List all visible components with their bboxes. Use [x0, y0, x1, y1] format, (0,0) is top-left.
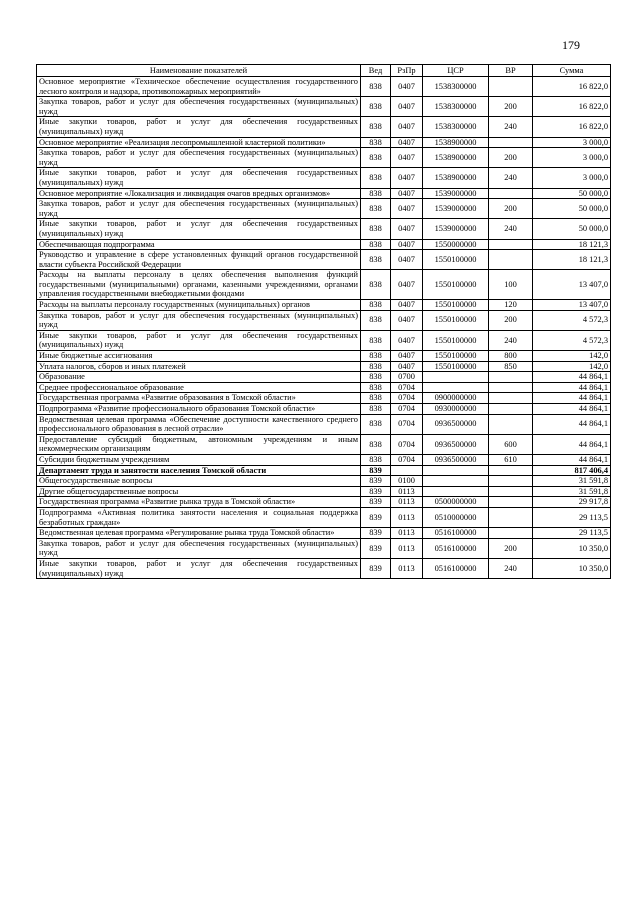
- table-row: [37, 330, 611, 350]
- cell-sum: 10 350,0: [533, 538, 611, 558]
- cell-sum: 50 000,0: [533, 219, 611, 239]
- cell-ved: 838: [361, 148, 391, 168]
- cell-sum: 18 121,3: [533, 250, 611, 270]
- cell-sum: 4 572,3: [533, 310, 611, 330]
- table-row: [37, 476, 611, 487]
- cell-csr: 1550100000: [423, 310, 489, 330]
- cell-csr: 1550100000: [423, 250, 489, 270]
- cell-rzpr: 0407: [391, 188, 423, 199]
- table-row: [37, 97, 611, 117]
- cell-sum: 44 864,1: [533, 454, 611, 465]
- cell-vr: [489, 465, 533, 476]
- cell-rzpr: 0113: [391, 486, 423, 497]
- cell-ved: 838: [361, 404, 391, 415]
- cell-sum: 44 864,1: [533, 393, 611, 404]
- cell-csr: 1550000000: [423, 239, 489, 250]
- cell-ved: 838: [361, 168, 391, 188]
- cell-ved: 838: [361, 372, 391, 383]
- cell-ved: 838: [361, 137, 391, 148]
- cell-ved: 838: [361, 351, 391, 362]
- cell-vr: 600: [489, 434, 533, 454]
- table-header-row: [37, 65, 611, 77]
- cell-ved: 839: [361, 538, 391, 558]
- cell-ved: 838: [361, 117, 391, 137]
- cell-sum: 13 407,0: [533, 270, 611, 300]
- cell-vr: [489, 414, 533, 434]
- cell-vr: 240: [489, 117, 533, 137]
- cell-rzpr: 0113: [391, 497, 423, 508]
- cell-sum: 29 917,8: [533, 497, 611, 508]
- table-row: [37, 404, 611, 415]
- table-row: [37, 558, 611, 578]
- cell-ved: 839: [361, 486, 391, 497]
- cell-rzpr: 0704: [391, 404, 423, 415]
- cell-rzpr: 0407: [391, 77, 423, 97]
- cell-sum: 44 864,1: [533, 414, 611, 434]
- cell-rzpr: 0704: [391, 382, 423, 393]
- cell-ved: 838: [361, 434, 391, 454]
- cell-vr: 850: [489, 361, 533, 372]
- table-row: [37, 538, 611, 558]
- table-row: [37, 382, 611, 393]
- header-rzpr: РзПр: [391, 65, 423, 77]
- table-row: [37, 434, 611, 454]
- table-row: [37, 168, 611, 188]
- cell-ved: 838: [361, 219, 391, 239]
- cell-sum: 44 864,1: [533, 434, 611, 454]
- cell-csr: [423, 382, 489, 393]
- cell-name: Уплата налогов, сборов и иных платежей: [37, 361, 361, 372]
- cell-sum: 16 822,0: [533, 117, 611, 137]
- cell-ved: 839: [361, 476, 391, 487]
- header-vr: ВР: [489, 65, 533, 77]
- cell-name: Иные закупки товаров, работ и услуг для обеспечения государственных (муниципальных) нужд: [37, 117, 361, 137]
- cell-vr: 120: [489, 300, 533, 311]
- cell-name: Расходы на выплаты персоналу в целях обеспечения выполнения функций государственными (муниципальными) органами, казенными учреждениями, органами управления государственными внебюджетными фондами: [37, 270, 361, 300]
- table-row: [37, 300, 611, 311]
- cell-rzpr: 0407: [391, 270, 423, 300]
- cell-name: Ведомственная целевая программа «Регулирование рынка труда Томской области»: [37, 528, 361, 539]
- cell-name: Закупка товаров, работ и услуг для обеспечения государственных (муниципальных) нужд: [37, 148, 361, 168]
- cell-sum: 16 822,0: [533, 97, 611, 117]
- cell-csr: 1538300000: [423, 77, 489, 97]
- cell-name: Закупка товаров, работ и услуг для обеспечения государственных (муниципальных) нужд: [37, 97, 361, 117]
- cell-vr: [489, 382, 533, 393]
- cell-vr: 800: [489, 351, 533, 362]
- cell-rzpr: 0704: [391, 414, 423, 434]
- cell-vr: [489, 476, 533, 487]
- cell-csr: 0930000000: [423, 404, 489, 415]
- cell-csr: [423, 476, 489, 487]
- cell-sum: 3 000,0: [533, 168, 611, 188]
- cell-csr: [423, 486, 489, 497]
- cell-sum: 44 864,1: [533, 382, 611, 393]
- cell-name: Государственная программа «Развитие образования в Томской области»: [37, 393, 361, 404]
- cell-csr: 0516100000: [423, 538, 489, 558]
- cell-sum: 29 113,5: [533, 528, 611, 539]
- cell-vr: 610: [489, 454, 533, 465]
- cell-csr: 1538900000: [423, 137, 489, 148]
- cell-sum: 4 572,3: [533, 330, 611, 350]
- cell-ved: 838: [361, 188, 391, 199]
- header-sum: Сумма: [533, 65, 611, 77]
- cell-vr: [489, 486, 533, 497]
- cell-ved: 838: [361, 330, 391, 350]
- budget-table: [36, 64, 611, 579]
- cell-csr: 1539000000: [423, 199, 489, 219]
- page-number: 179: [562, 38, 580, 52]
- cell-name: Закупка товаров, работ и услуг для обеспечения государственных (муниципальных) нужд: [37, 310, 361, 330]
- cell-ved: 839: [361, 497, 391, 508]
- cell-csr: 1550100000: [423, 351, 489, 362]
- cell-name: Иные бюджетные ассигнования: [37, 351, 361, 362]
- cell-csr: 1550100000: [423, 330, 489, 350]
- table-row: [37, 219, 611, 239]
- cell-name: Основное мероприятие «Локализация и ликвидация очагов вредных организмов»: [37, 188, 361, 199]
- cell-sum: 31 591,8: [533, 486, 611, 497]
- cell-vr: [489, 77, 533, 97]
- cell-vr: 200: [489, 199, 533, 219]
- cell-name: Предоставление субсидий бюджетным, автономным учреждениям и иным некоммерческим организациям: [37, 434, 361, 454]
- cell-csr: [423, 372, 489, 383]
- cell-csr: 0510000000: [423, 507, 489, 527]
- cell-ved: 838: [361, 300, 391, 311]
- table-row: [37, 77, 611, 97]
- table-row: [37, 250, 611, 270]
- cell-name: Общегосударственные вопросы: [37, 476, 361, 487]
- cell-csr: 0936500000: [423, 454, 489, 465]
- cell-rzpr: 0704: [391, 393, 423, 404]
- cell-name: Ведомственная целевая программа «Обеспечение доступности качественного среднего профессионального образования в лесной отрасли»: [37, 414, 361, 434]
- cell-csr: 1538900000: [423, 168, 489, 188]
- table-row: [37, 239, 611, 250]
- cell-csr: 0900000000: [423, 393, 489, 404]
- cell-name: Закупка товаров, работ и услуг для обеспечения государственных (муниципальных) нужд: [37, 199, 361, 219]
- cell-name: Иные закупки товаров, работ и услуг для обеспечения государственных (муниципальных) нужд: [37, 330, 361, 350]
- cell-vr: [489, 393, 533, 404]
- cell-ved: 838: [361, 310, 391, 330]
- table-row: [37, 148, 611, 168]
- table-row: [37, 361, 611, 372]
- cell-rzpr: 0407: [391, 199, 423, 219]
- cell-csr: 1538300000: [423, 97, 489, 117]
- cell-sum: 44 864,1: [533, 372, 611, 383]
- table-body: [37, 77, 611, 579]
- table-row: [37, 372, 611, 383]
- cell-vr: 200: [489, 310, 533, 330]
- table-row: [37, 310, 611, 330]
- cell-name: Субсидии бюджетным учреждениям: [37, 454, 361, 465]
- cell-name: Иные закупки товаров, работ и услуг для обеспечения государственных (муниципальных) нужд: [37, 558, 361, 578]
- cell-ved: 838: [361, 250, 391, 270]
- table-row: [37, 497, 611, 508]
- cell-rzpr: 0407: [391, 97, 423, 117]
- cell-sum: 13 407,0: [533, 300, 611, 311]
- cell-ved: 839: [361, 528, 391, 539]
- cell-name: Среднее профессиональное образование: [37, 382, 361, 393]
- cell-ved: 838: [361, 361, 391, 372]
- cell-csr: 1538300000: [423, 117, 489, 137]
- cell-name: Подпрограмма «Развитие профессионального образования Томской области»: [37, 404, 361, 415]
- cell-ved: 838: [361, 382, 391, 393]
- table-row: [37, 454, 611, 465]
- cell-rzpr: 0407: [391, 250, 423, 270]
- cell-ved: 838: [361, 393, 391, 404]
- cell-name: Закупка товаров, работ и услуг для обеспечения государственных (муниципальных) нужд: [37, 538, 361, 558]
- cell-rzpr: 0113: [391, 538, 423, 558]
- cell-name: Другие общегосударственные вопросы: [37, 486, 361, 497]
- cell-vr: 240: [489, 330, 533, 350]
- cell-name: Обеспечивающая подпрограмма: [37, 239, 361, 250]
- table-row: [37, 270, 611, 300]
- cell-ved: 839: [361, 507, 391, 527]
- cell-rzpr: [391, 465, 423, 476]
- cell-sum: 18 121,3: [533, 239, 611, 250]
- cell-name: Руководство и управление в сфере установленных функций органов государственной власти субъекта Российской Федерации: [37, 250, 361, 270]
- cell-csr: 0936500000: [423, 434, 489, 454]
- cell-vr: [489, 528, 533, 539]
- table-row: [37, 414, 611, 434]
- table-row: [37, 393, 611, 404]
- cell-csr: 0516100000: [423, 528, 489, 539]
- cell-name: Расходы на выплаты персоналу государственных (муниципальных) органов: [37, 300, 361, 311]
- cell-rzpr: 0407: [391, 117, 423, 137]
- table-row: [37, 486, 611, 497]
- cell-vr: 100: [489, 270, 533, 300]
- cell-name: Иные закупки товаров, работ и услуг для обеспечения государственных (муниципальных) нужд: [37, 219, 361, 239]
- cell-vr: 240: [489, 558, 533, 578]
- cell-sum: 44 864,1: [533, 404, 611, 415]
- cell-rzpr: 0407: [391, 219, 423, 239]
- cell-csr: 1539000000: [423, 219, 489, 239]
- cell-csr: 0936500000: [423, 414, 489, 434]
- cell-rzpr: 0407: [391, 239, 423, 250]
- cell-csr: 1550100000: [423, 300, 489, 311]
- cell-name: Основное мероприятие «Техническое обеспечение осуществления государственного лесного контроля и надзора, противопожарных мероприятий»: [37, 77, 361, 97]
- table-row: [37, 137, 611, 148]
- cell-name: Департамент труда и занятости населения Томской области: [37, 465, 361, 476]
- cell-sum: 10 350,0: [533, 558, 611, 578]
- cell-name: Образование: [37, 372, 361, 383]
- cell-csr: 0516100000: [423, 558, 489, 578]
- cell-vr: 240: [489, 219, 533, 239]
- table-row: [37, 188, 611, 199]
- table-row: [37, 351, 611, 362]
- cell-csr: 1539000000: [423, 188, 489, 199]
- cell-ved: 839: [361, 465, 391, 476]
- cell-name: Государственная программа «Развитие рынка труда в Томской области»: [37, 497, 361, 508]
- cell-sum: 3 000,0: [533, 137, 611, 148]
- cell-csr: 1550100000: [423, 270, 489, 300]
- table-row: [37, 465, 611, 476]
- cell-vr: 240: [489, 168, 533, 188]
- cell-rzpr: 0407: [391, 351, 423, 362]
- table-row: [37, 528, 611, 539]
- header-csr: ЦСР: [423, 65, 489, 77]
- cell-rzpr: 0407: [391, 330, 423, 350]
- cell-sum: 31 591,8: [533, 476, 611, 487]
- cell-csr: 1538900000: [423, 148, 489, 168]
- cell-rzpr: 0704: [391, 454, 423, 465]
- cell-ved: 838: [361, 454, 391, 465]
- cell-rzpr: 0113: [391, 528, 423, 539]
- cell-vr: [489, 188, 533, 199]
- cell-vr: [489, 507, 533, 527]
- cell-sum: 50 000,0: [533, 188, 611, 199]
- cell-vr: [489, 250, 533, 270]
- cell-ved: 838: [361, 239, 391, 250]
- cell-sum: 817 406,4: [533, 465, 611, 476]
- cell-rzpr: 0407: [391, 137, 423, 148]
- cell-sum: 16 822,0: [533, 77, 611, 97]
- cell-sum: 3 000,0: [533, 148, 611, 168]
- cell-vr: 200: [489, 148, 533, 168]
- cell-rzpr: 0407: [391, 361, 423, 372]
- cell-vr: [489, 497, 533, 508]
- cell-csr: [423, 465, 489, 476]
- table-row: [37, 507, 611, 527]
- cell-vr: [489, 239, 533, 250]
- cell-rzpr: 0407: [391, 300, 423, 311]
- cell-rzpr: 0704: [391, 434, 423, 454]
- cell-rzpr: 0407: [391, 310, 423, 330]
- cell-ved: 838: [361, 199, 391, 219]
- cell-ved: 839: [361, 558, 391, 578]
- cell-rzpr: 0407: [391, 168, 423, 188]
- cell-rzpr: 0407: [391, 148, 423, 168]
- cell-ved: 838: [361, 77, 391, 97]
- cell-rzpr: 0113: [391, 558, 423, 578]
- cell-sum: 29 113,5: [533, 507, 611, 527]
- cell-ved: 838: [361, 270, 391, 300]
- cell-name: Подпрограмма «Активная политика занятости населения и социальная поддержка безработных граждан»: [37, 507, 361, 527]
- cell-vr: 200: [489, 97, 533, 117]
- cell-sum: 142,0: [533, 361, 611, 372]
- cell-sum: 142,0: [533, 351, 611, 362]
- cell-vr: [489, 372, 533, 383]
- header-name: Наименование показателей: [37, 65, 361, 77]
- cell-name: Иные закупки товаров, работ и услуг для обеспечения государственных (муниципальных) нужд: [37, 168, 361, 188]
- cell-ved: 838: [361, 97, 391, 117]
- table-row: [37, 117, 611, 137]
- cell-sum: 50 000,0: [533, 199, 611, 219]
- table-row: [37, 199, 611, 219]
- cell-rzpr: 0100: [391, 476, 423, 487]
- cell-vr: 200: [489, 538, 533, 558]
- cell-csr: 0500000000: [423, 497, 489, 508]
- cell-rzpr: 0700: [391, 372, 423, 383]
- cell-rzpr: 0113: [391, 507, 423, 527]
- header-ved: Вед: [361, 65, 391, 77]
- cell-csr: 1550100000: [423, 361, 489, 372]
- cell-ved: 838: [361, 414, 391, 434]
- cell-name: Основное мероприятие «Реализация лесопромышленной кластерной политики»: [37, 137, 361, 148]
- cell-vr: [489, 137, 533, 148]
- cell-vr: [489, 404, 533, 415]
